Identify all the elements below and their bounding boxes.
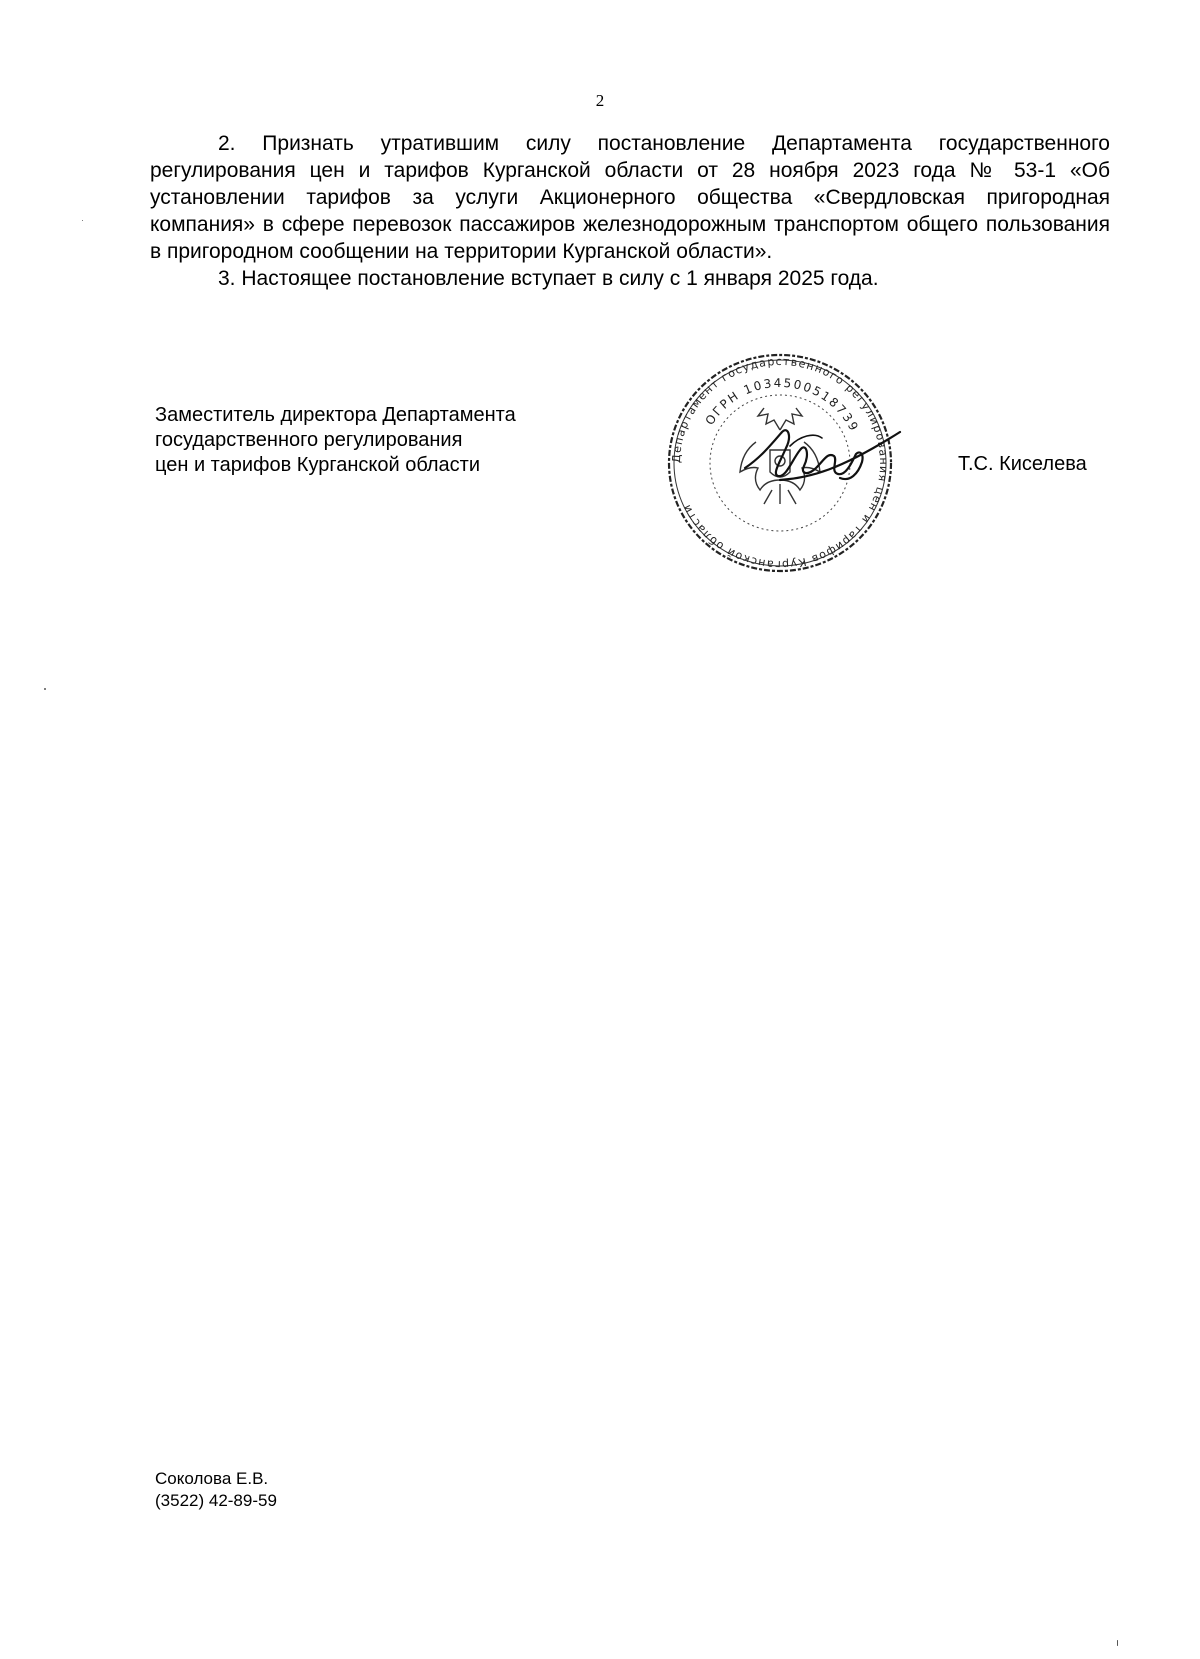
signer-title-line: Заместитель директора Департамента (155, 404, 516, 426)
stamp-inner-text: ОГРН 1034500518739 (702, 375, 862, 435)
document-body (150, 130, 1110, 292)
official-stamp (640, 350, 920, 575)
scan-speck (1117, 1640, 1118, 1646)
page-number: 2 (595, 91, 605, 110)
signer-title (155, 403, 516, 478)
stamp-outer-text: Департамент государственного регулирования цен и тарифов Курганской области (669, 354, 891, 572)
signer-title-line: государственного регулирования (155, 429, 463, 451)
signer-title-line: цен и тарифов Курганской области (155, 454, 480, 476)
paragraph-3: 3. Настоящее постановление вступает в силу с 1 января 2025 года. (218, 267, 879, 290)
paragraph-2: 2. Признать утратившим силу постановление Департамента государственного регулирования цен и тарифов Курганской области от 28 ноября 2023 года № 53-1 «Об установлении тарифов за услуги Акционерного общества «Свердловская пригородная компания» в сфере перевозок пассажиров железнодорожным транспортом общего пользования в пригородном сообщении на территории Курганской области». (150, 132, 1110, 263)
scan-speck (82, 220, 83, 221)
executor-phone: (3522) 42-89-59 (155, 1491, 277, 1510)
executor-name: Соколова Е.В. (155, 1469, 269, 1488)
executor-info (155, 1468, 277, 1512)
signer-name: Т.С. Киселева (958, 453, 1087, 475)
scan-speck (44, 688, 46, 690)
